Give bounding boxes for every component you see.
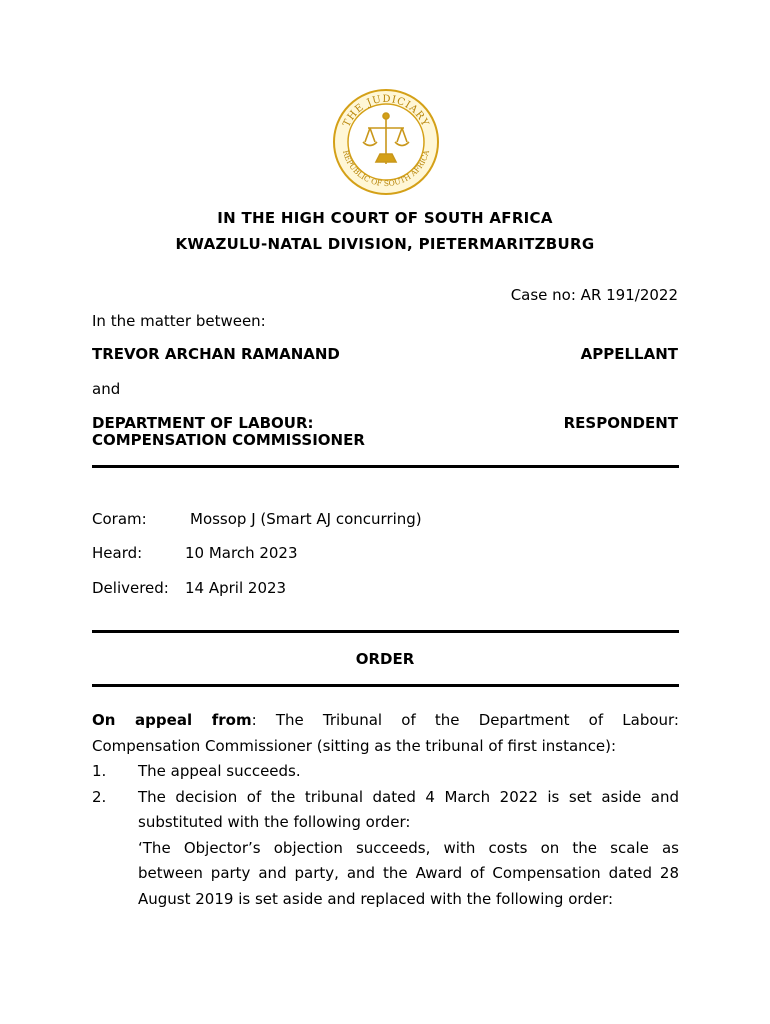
appeal-lead: On appeal from: [92, 711, 252, 729]
item-text: The decision of the tribunal dated 4 March 2022 is set aside and: [138, 788, 679, 806]
judiciary-seal-logo: [332, 88, 440, 196]
divider-rule: [92, 684, 679, 687]
item-text: The appeal succeeds.: [138, 762, 301, 780]
appeal-rest: : The Tribunal of the Department of Labour:: [251, 711, 679, 729]
court-division: KWAZULU-NATAL DIVISION, PIETERMARITZBURG: [175, 235, 595, 253]
delivered-label: Delivered:: [92, 579, 169, 597]
item-number: 2.: [92, 788, 107, 806]
divider-rule: [92, 630, 679, 633]
matter-intro: In the matter between:: [92, 312, 266, 330]
appellant-name: TREVOR ARCHAN RAMANAND: [92, 345, 340, 363]
item-number: 1.: [92, 762, 107, 780]
appellant-role: APPELLANT: [580, 345, 678, 363]
court-name: IN THE HIGH COURT OF SOUTH AFRICA: [217, 209, 553, 227]
svg-text:REPUBLIC OF SOUTH AFRICA: REPUBLIC OF SOUTH AFRICA: [340, 149, 432, 189]
heard-label: Heard:: [92, 544, 143, 562]
appeal-line2: Compensation Commissioner (sitting as the tribunal of first instance):: [92, 737, 617, 755]
respondent-role: RESPONDENT: [563, 414, 678, 432]
item-text: August 2019 is set aside and replaced with the following order:: [138, 890, 614, 908]
divider-rule: [92, 465, 679, 468]
appeal-line1: [92, 708, 679, 734]
coram-label: Coram:: [92, 510, 147, 528]
respondent-name-line1: DEPARTMENT OF LABOUR:: [92, 414, 314, 432]
svg-text:THE JUDICIARY: THE JUDICIARY: [341, 93, 431, 129]
item-text: ‘The Objector’s objection succeeds, with costs on the scale as: [138, 839, 679, 857]
heard-value: 10 March 2023: [185, 544, 298, 562]
order-heading: ORDER: [355, 650, 415, 668]
respondent-name-line2: COMPENSATION COMMISSIONER: [92, 431, 365, 449]
case-number: Case no: AR 191/2022: [510, 286, 678, 304]
coram-value: Mossop J (Smart AJ concurring): [190, 510, 422, 528]
item-text: substituted with the following order:: [138, 813, 411, 831]
delivered-value: 14 April 2023: [185, 579, 287, 597]
item-text: between party and party, and the Award of Compensation dated 28: [138, 864, 679, 882]
and-text: and: [92, 380, 121, 398]
